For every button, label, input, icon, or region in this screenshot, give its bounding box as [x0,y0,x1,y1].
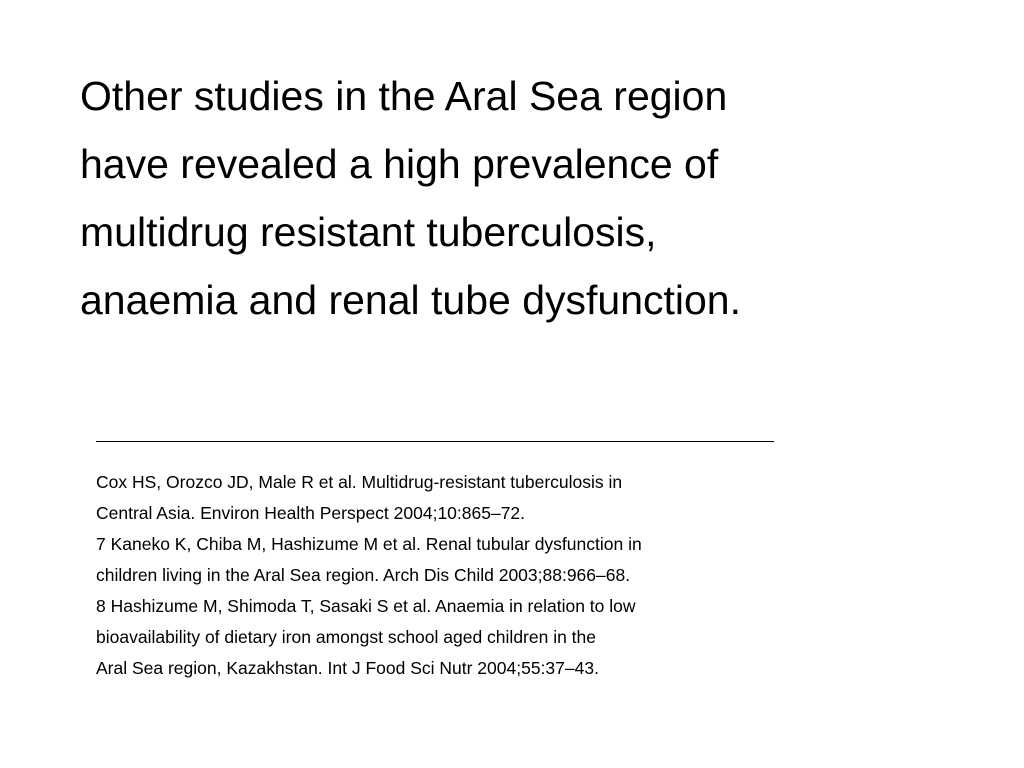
footnote-separator-line [96,441,774,442]
reference-line: bioavailability of dietary iron amongst school aged children in the [96,627,597,647]
reference-line: Aral Sea region, Kazakhstan. Int J Food Sci Nutr 2004;55:37–43. [96,658,599,678]
body-line: multidrug resistant tuberculosis, [80,209,657,255]
reference-line: 7 Kaneko K, Chiba M, Hashizume M et al. Renal tubular dysfunction in [96,534,642,554]
body-line: anaemia and renal tube dysfunction. [80,277,742,323]
slide-body-text [80,62,980,334]
reference-line: Central Asia. Environ Health Perspect 2004;10:865–72. [96,503,526,523]
reference-line: children living in the Aral Sea region. Arch Dis Child 2003;88:966–68. [96,565,631,585]
reference-line: 8 Hashizume M, Shimoda T, Sasaki S et al. Anaemia in relation to low [96,596,636,616]
references-block [96,467,956,684]
reference-line: Cox HS, Orozco JD, Male R et al. Multidrug-resistant tuberculosis in [96,472,623,492]
body-line: Other studies in the Aral Sea region [80,73,728,119]
body-line: have revealed a high prevalence of [80,141,719,187]
